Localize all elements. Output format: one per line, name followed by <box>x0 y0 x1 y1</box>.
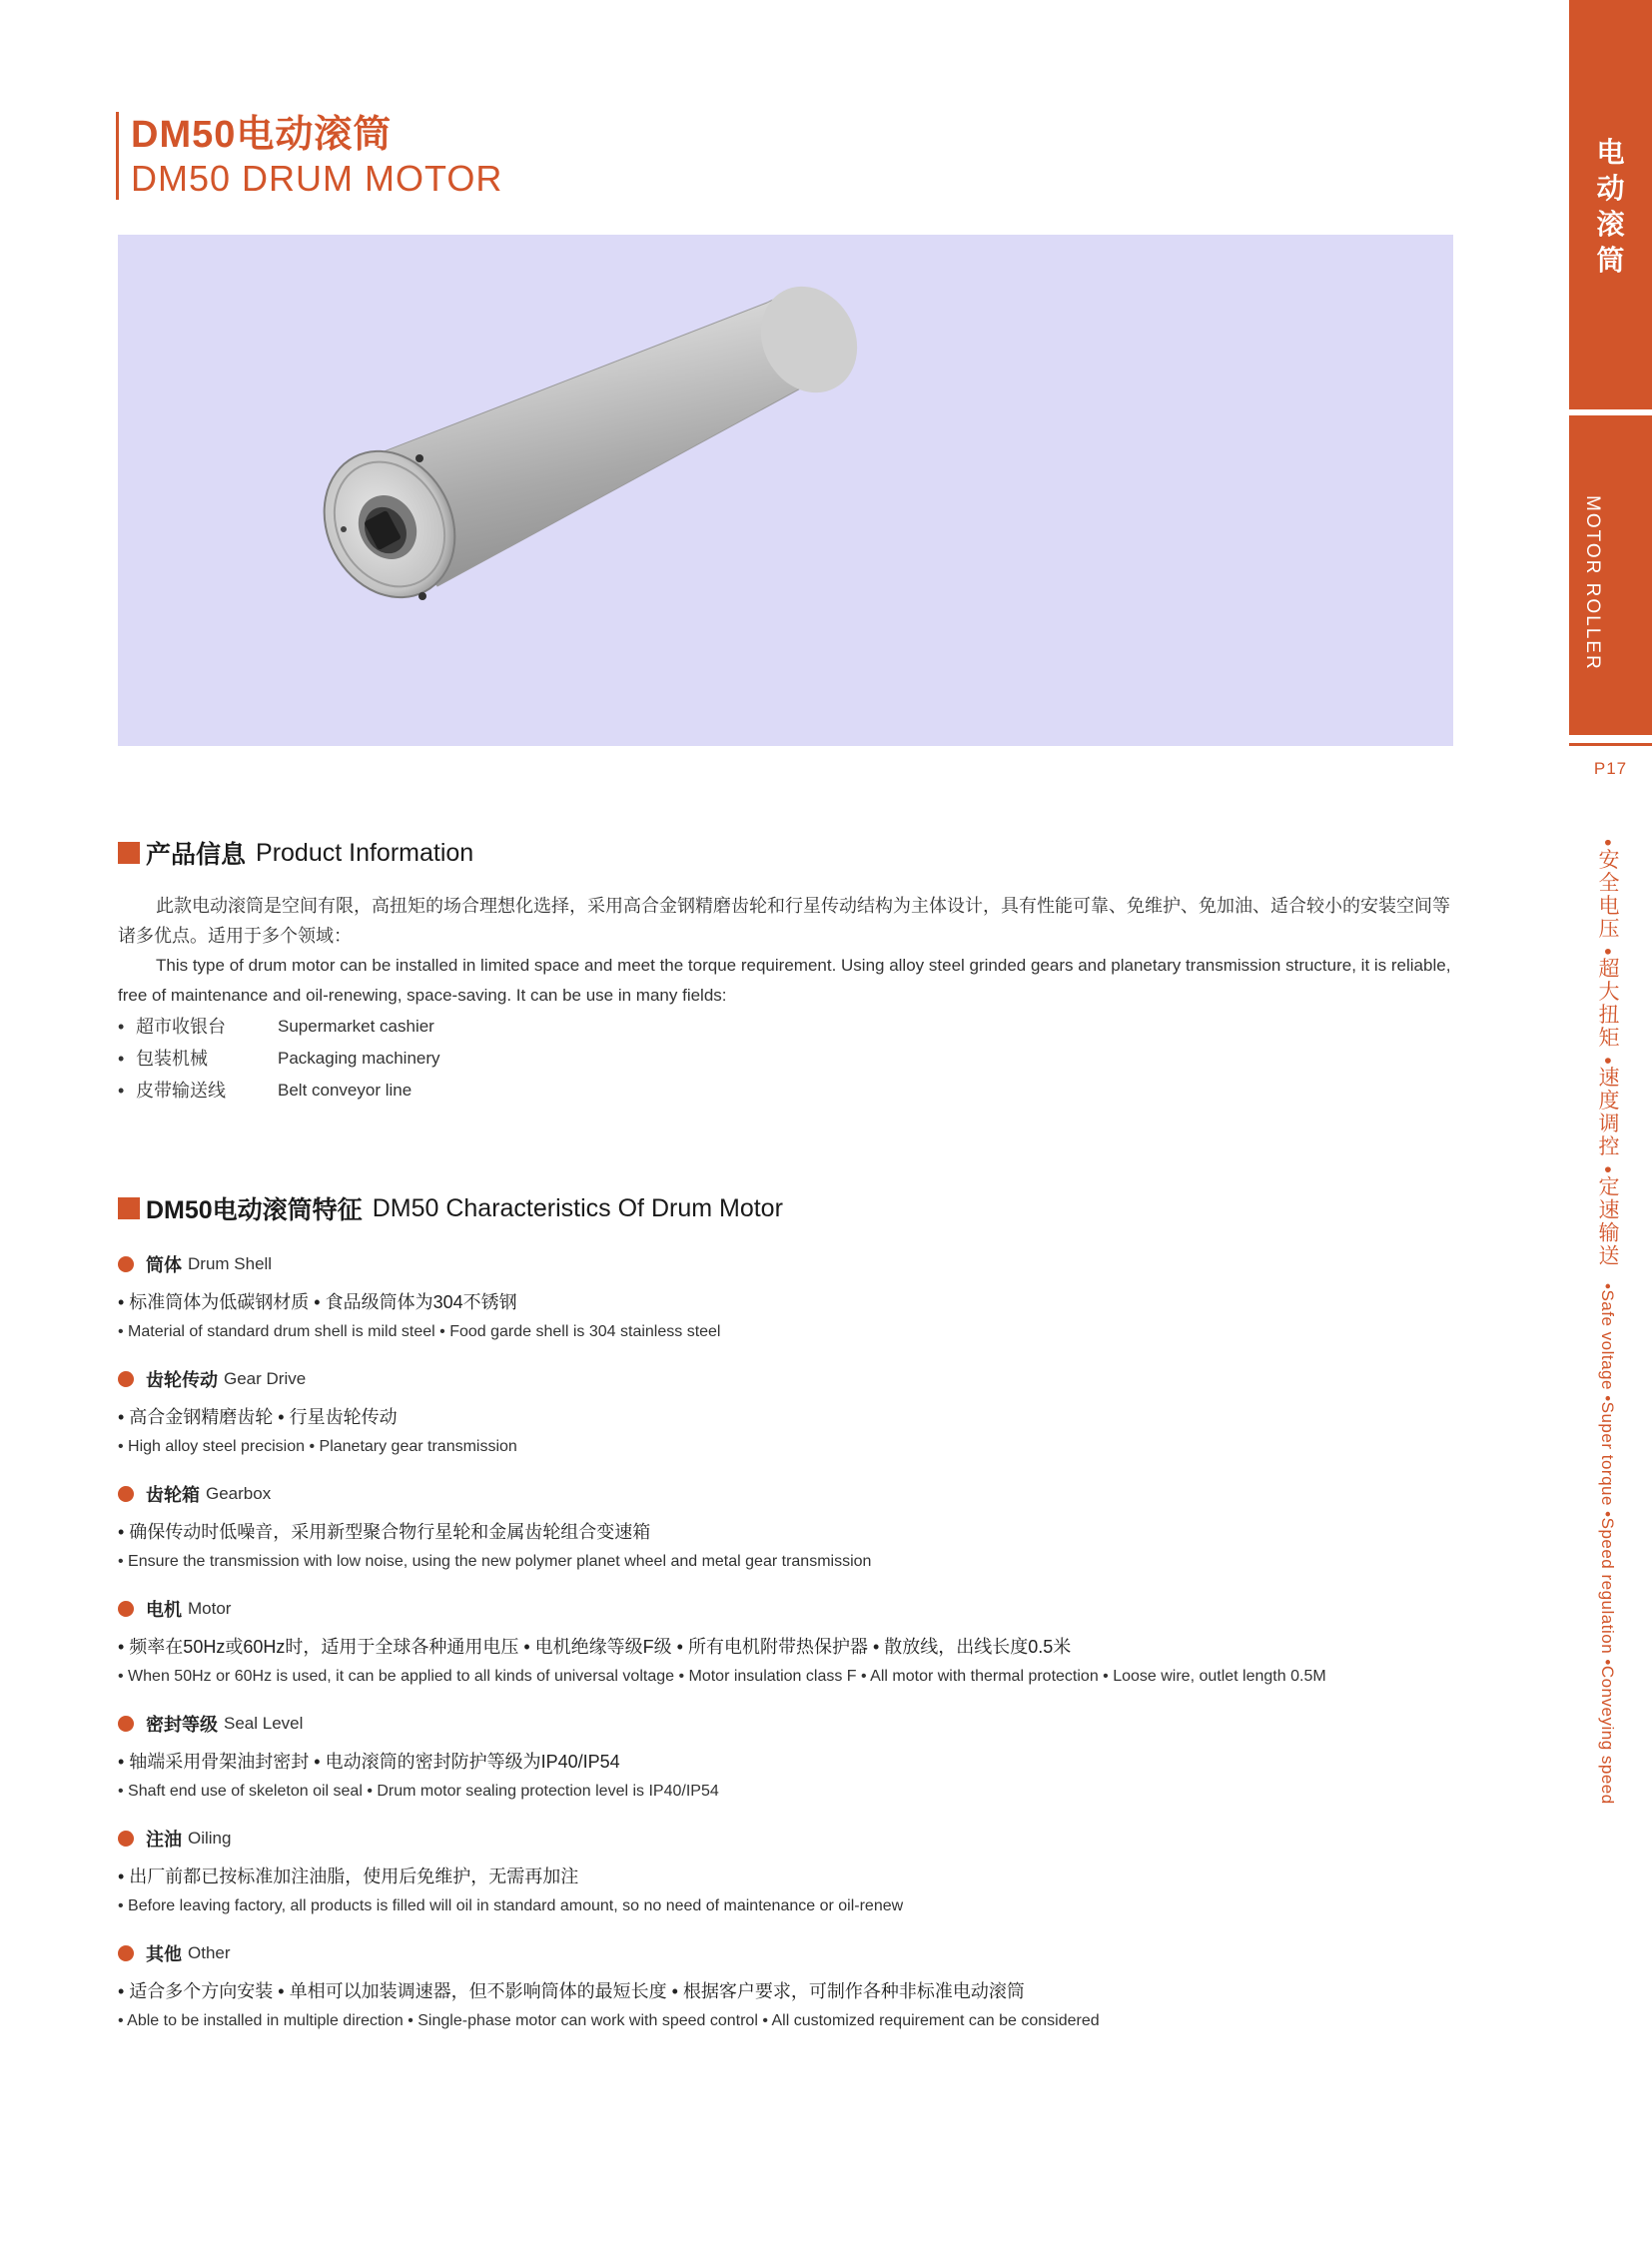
feature-item-gearbox <box>118 1478 1456 1576</box>
feature-item-seal-level <box>118 1708 1456 1806</box>
feature-title-cn: 齿轮传动 <box>146 1370 218 1390</box>
sidebar-category-en-band <box>1569 415 1652 735</box>
feature-title-cn: 筒体 <box>146 1255 182 1275</box>
feature-title-en: Drum Shell <box>188 1254 273 1273</box>
heading-square-icon <box>118 842 140 864</box>
drum-motor-illustration <box>118 235 1453 746</box>
sidebar-category-en: MOTOR ROLLER <box>1582 495 1603 671</box>
field-cn: 皮带输送线 <box>136 1081 226 1101</box>
application-fields-list <box>118 1011 1454 1107</box>
feature-desc-en: • Material of standard drum shell is mild steel • Food garde shell is 304 stainless steel <box>118 1323 721 1340</box>
bullet-dot-icon <box>118 1945 134 1961</box>
heading-square-icon <box>118 1197 140 1219</box>
bullet-dot-icon <box>118 1486 134 1502</box>
feature-desc-cn: • 轴端采用骨架油封密封 • 电动滚筒的密封防护等级为IP40/IP54 <box>118 1752 620 1772</box>
sidebar-category-cn: 电 动 滚 筒 <box>1596 137 1625 276</box>
feature-title-en: Oiling <box>188 1829 232 1848</box>
bullet-dot-icon <box>118 1831 134 1847</box>
page-title-en: DM50 DRUM MOTOR <box>131 158 503 199</box>
list-item: • 超市收银台 Supermarket cashier <box>118 1011 1454 1043</box>
field-en: Supermarket cashier <box>278 1017 434 1036</box>
feature-desc-en: • Able to be installed in multiple direction • Single-phase motor can work with speed control • All customized requirement can be considered <box>118 2012 1100 2029</box>
feature-desc-en: • High alloy steel precision • Planetary gear transmission <box>118 1438 517 1455</box>
feature-desc-cn: • 标准筒体为低碳钢材质 • 食品级筒体为304不锈钢 <box>118 1292 517 1312</box>
feature-desc-en: • Shaft end use of skeleton oil seal • Drum motor sealing protection level is IP40/IP54 <box>118 1783 719 1800</box>
feature-desc-en: • Ensure the transmission with low noise, using the new polymer planet wheel and metal gear transmission <box>118 1553 872 1570</box>
bullet-dot-icon <box>118 1256 134 1272</box>
feature-item-oiling <box>118 1823 1456 1920</box>
feature-desc-cn: • 出厂前都已按标准加注油脂，使用后免维护，无需再加注 <box>118 1867 579 1886</box>
bullet-dot-icon <box>118 1601 134 1617</box>
feature-title-cn: 齿轮箱 <box>146 1485 200 1505</box>
feature-title-cn: 其他 <box>146 1944 182 1964</box>
feature-title-cn: 电机 <box>146 1600 182 1620</box>
field-cn: 包装机械 <box>136 1049 208 1069</box>
feature-item-motor <box>118 1593 1456 1691</box>
feature-title-en: Gearbox <box>206 1484 272 1503</box>
section-heading-characteristics <box>118 1190 783 1226</box>
feature-desc-en: • When 50Hz or 60Hz is used, it can be applied to all kinds of universal voltage • Motor insulation class F • All motor with thermal protection • Loose wire, outlet length 0.5M <box>118 1668 1326 1685</box>
page-title-cn: DM50电动滚筒 <box>131 114 393 156</box>
feature-desc-cn: • 确保传动时低噪音，采用新型聚合物行星轮和金属齿轮组合变速箱 <box>118 1522 651 1542</box>
section-heading-cn: DM50电动滚筒特征 <box>146 1196 363 1224</box>
sidebar-divider <box>1569 743 1652 746</box>
section-heading-product-info <box>118 835 473 871</box>
feature-desc-cn: • 高合金钢精磨齿轮 • 行星齿轮传动 <box>118 1407 398 1427</box>
feature-desc-cn: • 频率在50Hz或60Hz时，适用于全球各种通用电压 • 电机绝缘等级F级 • 所有电机附带热保护器 • 散放线，出线长度0.5米 <box>118 1637 1072 1657</box>
feature-desc-cn: • 适合多个方向安装 • 单相可以加装调速器，但不影响筒体的最短长度 • 根据客户要求，可制作各种非标准电动滚筒 <box>118 1981 1025 2001</box>
field-en: Packaging machinery <box>278 1049 440 1068</box>
section-heading-cn: 产品信息 <box>146 841 247 869</box>
list-item: • 包装机械 Packaging machinery <box>118 1043 1454 1075</box>
feature-item-gear-drive <box>118 1363 1456 1461</box>
sidebar-category-band <box>1569 0 1652 409</box>
product-info-body <box>118 891 1454 1107</box>
page-number: P17 <box>1593 759 1628 778</box>
feature-title-en: Gear Drive <box>224 1369 307 1388</box>
list-item: • 皮带输送线 Belt conveyor line <box>118 1075 1454 1107</box>
field-cn: 超市收银台 <box>136 1017 226 1037</box>
product-info-para-cn: 此款电动滚筒是空间有限，高扭矩的场合理想化选择，采用高合金钢精磨齿轮和行星传动结构为主体设计，具有性能可靠、免维护、免加油、适合较小的安装空间等诸多优点。适用于多个领域： <box>118 896 1450 946</box>
section-heading-en: Product Information <box>256 838 474 867</box>
product-info-para-en: This type of drum motor can be installed in limited space and meet the torque requirement. Using alloy steel grinded gears and planetary transmission structure, it is reliable, free of maintenance and oil-renewing, space-saving. It can be use in many fields: <box>118 956 1451 1005</box>
bullet-dot-icon <box>118 1716 134 1732</box>
field-en: Belt conveyor line <box>278 1081 413 1100</box>
feature-title-cn: 密封等级 <box>146 1715 218 1735</box>
page-title-block <box>116 112 502 200</box>
characteristics-list <box>118 1248 1456 2052</box>
product-image <box>118 235 1453 746</box>
section-heading-en: DM50 Characteristics Of Drum Motor <box>372 1193 783 1222</box>
feature-desc-en: • Before leaving factory, all products is filled will oil in standard amount, so no need of maintenance or oil-renew <box>118 1897 904 1914</box>
sidebar-tags-cn: •安全电压 •超大扭矩 •速度调控 •定速输送 <box>1596 839 1619 1267</box>
feature-title-en: Motor <box>188 1599 232 1618</box>
feature-title-en: Seal Level <box>224 1714 304 1733</box>
feature-title-cn: 注油 <box>146 1830 182 1850</box>
sidebar-tags-en: •Safe voltage •Super torque •Speed regulation •Conveying speed <box>1598 1283 1617 1805</box>
feature-item-drum-shell <box>118 1248 1456 1346</box>
bullet-dot-icon <box>118 1371 134 1387</box>
feature-title-en: Other <box>188 1943 231 1962</box>
feature-item-other <box>118 1937 1456 2035</box>
